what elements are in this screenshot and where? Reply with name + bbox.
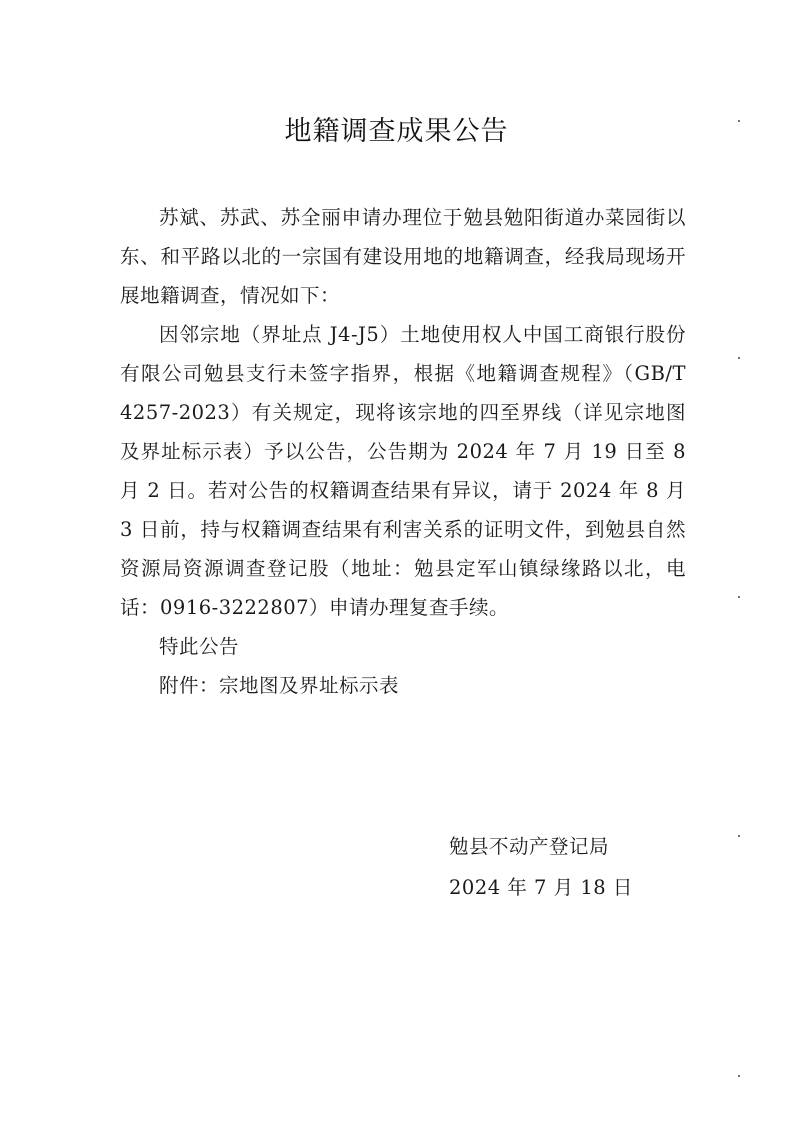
scan-mark [738,120,740,122]
paragraph-details: 因邻宗地（界址点 J4-J5）土地使用权人中国工商银行股份有限公司勉县支行未签字指界，根据《地籍调查规程》（GB/T 4257-2023）有关规定，现将该宗地的四至界线（详见宗地图及界址标示表）予以公告，公告期为 2024 年 7 月 19 日至 8 月 2 日。若对公告的权籍调查结果有异议，请于 2024 年 8 月 3 日前，持与权籍调查结果有利害关系的证明文件，到勉县自然资源局资源调查登记股（地址：勉县定军山镇绿缘路以北，电话：0916-3222807）申请办理复查手续。 [120,323,686,619]
paragraph-attachment: 附件：宗地图及界址标示表 [159,674,400,697]
paragraph-closing: 特此公告 [159,635,240,658]
page-title: 地籍调查成果公告 [284,116,509,147]
notice-body [120,198,686,705]
signature-block [449,826,633,908]
issuer-name: 勉县不动产登记局 [449,835,610,858]
scan-mark [738,835,740,837]
paragraph-application: 苏斌、苏武、苏全丽申请办理位于勉县勉阳街道办菜园街以东、和平路以北的一宗国有建设用地的地籍调查，经我局现场开展地籍调查，情况如下： [120,206,686,307]
issue-date: 2024 年 7 月 18 日 [449,876,633,899]
scan-mark [738,1075,740,1077]
scan-mark [738,357,740,359]
scan-mark [738,596,740,598]
